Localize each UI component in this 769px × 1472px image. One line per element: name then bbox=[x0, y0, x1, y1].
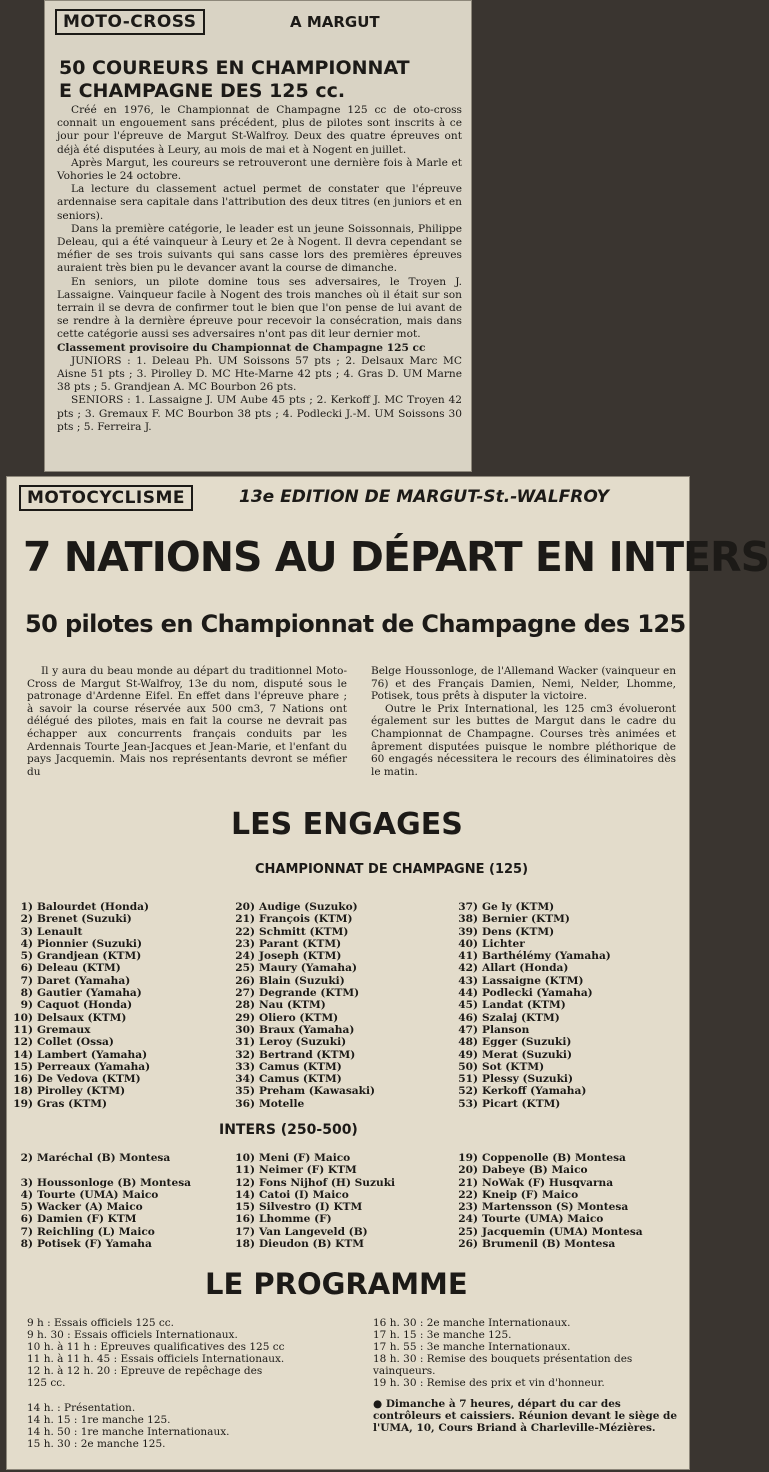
section-tag: MOTOCYCLISME bbox=[19, 485, 193, 511]
entry-name: Szalaj (KTM) bbox=[482, 1011, 560, 1024]
list-item bbox=[229, 1024, 375, 1036]
article-clipping-motocyclisme bbox=[6, 476, 769, 1470]
headline-line: 50 COUREURS EN CHAMPIONNAT bbox=[59, 57, 410, 79]
list-item bbox=[229, 1201, 395, 1213]
entry-name: NoWak (F) Husqvarna bbox=[482, 1176, 614, 1189]
list-item bbox=[452, 1201, 643, 1213]
entry-number: 14) bbox=[13, 1048, 33, 1061]
entry-name: Motelle bbox=[259, 1097, 305, 1110]
entry-number: 19) bbox=[13, 1097, 33, 1110]
list-item bbox=[452, 1164, 643, 1176]
list-item bbox=[7, 1152, 191, 1164]
article-headline bbox=[59, 57, 469, 103]
list-item bbox=[7, 1226, 191, 1238]
entry-number: 18) bbox=[235, 1238, 255, 1251]
list-item bbox=[7, 1073, 150, 1085]
list-item bbox=[452, 1061, 611, 1073]
entry-name: Caquot (Honda) bbox=[37, 999, 133, 1012]
edition-title: 13e EDITION DE MARGUT-St.-WALFROY bbox=[239, 487, 609, 507]
programme-item: 14 h. 50 : 1re manche Internationaux. bbox=[27, 1425, 230, 1438]
list-item bbox=[229, 987, 375, 999]
entry-name: Deleau (KTM) bbox=[37, 962, 121, 975]
entry-name: Maury (Yamaha) bbox=[259, 962, 357, 975]
inters-list-col-2 bbox=[229, 1152, 395, 1250]
standings-juniors: JUNIORS : 1. Deleau Ph. UM Soissons 57 pts ; 2. Delsaux Marc MC Aisne 51 pts ; 3. Pirolley D. MC Hte-Marne 42 pts ; 4. Gras D. UM Marne 38 pts ; 5. Grandjean A. MC Bourbon 26 pts. bbox=[57, 354, 462, 394]
list-item bbox=[7, 987, 150, 999]
inters-list-col-3 bbox=[452, 1152, 643, 1250]
list-item bbox=[7, 1024, 150, 1036]
entry-name: Daret (Yamaha) bbox=[37, 974, 131, 987]
article-place: A MARGUT bbox=[290, 13, 380, 31]
entry-number: 22) bbox=[458, 1188, 478, 1201]
list-item bbox=[229, 1098, 375, 1110]
paragraph: Outre le Prix International, les 125 cm3 évolueront également sur les buttes de Margut dans le cadre du Championnat de Champagne. Courses très animées et âprement disputées puisque le nombre pléthorique de 60 engagés nécessitera le recours des éliminatoires dès le matin. bbox=[371, 702, 676, 778]
article-clipping-moto-cross bbox=[44, 0, 472, 472]
list-item bbox=[7, 1049, 150, 1061]
list-item bbox=[229, 926, 375, 938]
championnat-title: CHAMPIONNAT DE CHAMPAGNE (125) bbox=[255, 862, 529, 877]
entry-number: 17) bbox=[235, 1225, 255, 1238]
entry-number: 23) bbox=[458, 1201, 478, 1214]
championnat-list-col-3 bbox=[452, 901, 611, 1110]
engages-title: LES ENGAGES bbox=[231, 807, 463, 842]
list-item bbox=[229, 938, 375, 950]
entry-number: 21) bbox=[235, 913, 255, 926]
programme-item: 125 cc. bbox=[27, 1377, 66, 1390]
entry-name: Collet (Ossa) bbox=[37, 1036, 114, 1049]
standings-title: Classement provisoire du Championnat de Champagne 125 cc bbox=[57, 341, 426, 354]
championnat-list-col-2 bbox=[229, 901, 375, 1110]
list-item bbox=[229, 1189, 395, 1201]
list-item bbox=[452, 926, 611, 938]
list-item bbox=[229, 962, 375, 974]
list-item bbox=[7, 950, 150, 962]
list-item bbox=[452, 1012, 611, 1024]
list-item bbox=[452, 1177, 643, 1189]
article-body bbox=[57, 104, 462, 434]
entry-name: Tourte (UMA) Maico bbox=[37, 1188, 159, 1201]
list-item bbox=[7, 1238, 191, 1250]
entry-name: Gras (KTM) bbox=[37, 1097, 107, 1110]
entry-number: 15) bbox=[235, 1201, 255, 1214]
paragraph: Belge Houssonloge, de l'Allemand Wacker (vainqueur en 76) et des Français Damien, Nemi, Nelder, Lhomme, Potisek, tous prêts à disputer la victoire. bbox=[371, 665, 676, 703]
list-item bbox=[452, 1226, 643, 1238]
entry-number: 43) bbox=[458, 974, 478, 987]
entry-name: Dens (KTM) bbox=[482, 925, 555, 938]
entry-name: De Vedova (KTM) bbox=[37, 1073, 141, 1086]
programme-title: LE PROGRAMME bbox=[205, 1267, 468, 1301]
list-item bbox=[7, 1012, 150, 1024]
entry-number: 5) bbox=[20, 950, 33, 963]
entry-number: 52) bbox=[458, 1085, 478, 1098]
entry-number: 46) bbox=[458, 1011, 478, 1024]
list-item bbox=[7, 1036, 150, 1048]
entry-name: Meni (F) Maico bbox=[259, 1152, 351, 1164]
list-item bbox=[7, 913, 150, 925]
paragraph: Créé en 1976, le Championnat de Champagne 125 cc de oto-cross connait un engouement sans précédent, plus de pilotes sont inscrits à ce jour pour l'épreuve de Margut St-Walfroy. Deux des quatre épreuves ont déjà été disputées à Leury, au mois de mai et à Nogent en juillet. bbox=[57, 104, 462, 156]
list-item bbox=[229, 1238, 395, 1250]
entry-name: Camus (KTM) bbox=[259, 1060, 342, 1073]
list-item bbox=[452, 1152, 643, 1164]
intro-left-column bbox=[27, 665, 347, 778]
programme-item: 17 h. 15 : 3e manche 125. bbox=[373, 1329, 512, 1342]
entry-name: Fons Nijhof (H) Suzuki bbox=[259, 1176, 396, 1189]
entry-name: Kerkoff (Yamaha) bbox=[482, 1085, 587, 1098]
list-item bbox=[7, 962, 150, 974]
programme-item: 15 h. 30 : 2e manche 125. bbox=[27, 1437, 166, 1450]
entry-number: 34) bbox=[235, 1073, 255, 1086]
entry-name: Balourdet (Honda) bbox=[37, 901, 149, 913]
entry-name: Merat (Suzuki) bbox=[482, 1048, 572, 1061]
entry-number: 26) bbox=[458, 1238, 478, 1251]
list-item bbox=[7, 1213, 191, 1225]
entry-number: 31) bbox=[235, 1036, 255, 1049]
entry-number: 9) bbox=[20, 999, 33, 1012]
entry-name: Sot (KTM) bbox=[482, 1060, 545, 1073]
entry-number bbox=[7, 1164, 33, 1176]
programme-item: 18 h. 30 : Remise des bouquets présentation des vainqueurs. bbox=[373, 1353, 633, 1378]
entry-name: Camus (KTM) bbox=[259, 1073, 342, 1086]
list-item bbox=[452, 913, 611, 925]
inters-title: INTERS (250-500) bbox=[219, 1122, 358, 1138]
programme-item: 9 h : Essais officiels 125 cc. bbox=[27, 1317, 174, 1329]
entry-number: 50) bbox=[458, 1060, 478, 1073]
list-item bbox=[452, 1098, 611, 1110]
list-item bbox=[452, 1049, 611, 1061]
entry-number: 6) bbox=[20, 962, 33, 975]
list-item bbox=[452, 1085, 611, 1097]
section-tag: MOTO-CROSS bbox=[55, 9, 205, 35]
list-item bbox=[452, 1073, 611, 1085]
list-item bbox=[452, 1024, 611, 1036]
entry-number: 16) bbox=[13, 1073, 33, 1086]
entry-name: Lassaigne (KTM) bbox=[482, 974, 584, 987]
list-item bbox=[7, 1098, 150, 1110]
entry-name: Reichling (L) Maico bbox=[37, 1225, 155, 1238]
entry-name: Oliero (KTM) bbox=[259, 1011, 339, 1024]
entry-name: Preham (Kawasaki) bbox=[259, 1085, 376, 1098]
entry-number: 49) bbox=[458, 1048, 478, 1061]
sub-headline: 50 pilotes en Championnat de Champagne des 125 bbox=[25, 610, 686, 638]
list-item bbox=[452, 938, 611, 950]
entry-number: 39) bbox=[458, 925, 478, 938]
list-item bbox=[7, 1189, 191, 1201]
programme-note: ● Dimanche à 7 heures, départ du car des contrôleurs et caissiers. Réunion devant le siège de l'UMA, 10, Cours Briand à Charleville-Mézières. bbox=[373, 1397, 678, 1434]
entry-name: Lhomme (F) bbox=[259, 1213, 332, 1226]
list-item bbox=[229, 975, 375, 987]
entry-name bbox=[37, 1164, 41, 1176]
entry-name: Delsaux (KTM) bbox=[37, 1011, 127, 1024]
entry-name: Planson bbox=[482, 1023, 530, 1036]
headline-line: E CHAMPAGNE DES 125 cc. bbox=[59, 80, 346, 102]
paragraph: Dans la première catégorie, le leader est un jeune Soissonnais, Philippe Deleau, qui a été vainqueur à Leury et 2e à Nogent. Il devra cependant se méfier de ses trois suivants qui sans casse lors des premières épreuves auraient très bien pu le devancer avant la course de dimanche. bbox=[57, 222, 462, 275]
list-item bbox=[452, 1036, 611, 1048]
list-item bbox=[229, 1177, 395, 1189]
entry-name: Lenault bbox=[37, 925, 83, 938]
list-item bbox=[7, 1085, 150, 1097]
entry-name: Nau (KTM) bbox=[259, 999, 326, 1012]
entry-number: 38) bbox=[458, 913, 478, 926]
entry-name: Bernier (KTM) bbox=[482, 913, 570, 926]
programme-item bbox=[27, 1390, 347, 1402]
list-item bbox=[452, 962, 611, 974]
entry-name: Catoi (I) Maico bbox=[259, 1188, 349, 1201]
entry-name: Allart (Honda) bbox=[482, 962, 569, 975]
entry-number: 12) bbox=[13, 1036, 33, 1049]
programme-item: 16 h. 30 : 2e manche Internationaux. bbox=[373, 1317, 571, 1329]
list-item bbox=[452, 999, 611, 1011]
entry-number: 7) bbox=[20, 1225, 33, 1238]
entry-number: 37) bbox=[458, 901, 478, 913]
list-item bbox=[229, 1049, 375, 1061]
entry-number: 5) bbox=[20, 1201, 33, 1214]
entry-name: Gautier (Yamaha) bbox=[37, 987, 142, 1000]
entry-number: 4) bbox=[20, 937, 33, 950]
entry-number: 23) bbox=[235, 937, 255, 950]
programme-item: 17 h. 55 : 3e manche Internationaux. bbox=[373, 1341, 571, 1354]
entry-name: Perreaux (Yamaha) bbox=[37, 1060, 151, 1073]
entry-name: Pirolley (KTM) bbox=[37, 1085, 126, 1098]
list-item bbox=[229, 1164, 395, 1176]
entry-number: 2) bbox=[20, 1152, 33, 1164]
entry-number: 8) bbox=[20, 987, 33, 1000]
list-item bbox=[229, 1061, 375, 1073]
entry-number: 18) bbox=[13, 1085, 33, 1098]
list-item bbox=[452, 901, 611, 913]
standings-seniors: SENIORS : 1. Lassaigne J. UM Aube 45 pts ; 2. Kerkoff J. MC Troyen 42 pts ; 3. Gremaux F. MC Bourbon 38 pts ; 4. Podlecki J.-M. UM Soissons 30 pts ; 5. Ferreira J. bbox=[57, 394, 462, 433]
entry-number: 22) bbox=[235, 925, 255, 938]
entry-name: Grandjean (KTM) bbox=[37, 950, 142, 963]
entry-name: Lambert (Yamaha) bbox=[37, 1048, 148, 1061]
list-item bbox=[229, 1036, 375, 1048]
entry-name: Barthélémy (Yamaha) bbox=[482, 950, 611, 963]
entry-name: Blain (Suzuki) bbox=[259, 974, 345, 987]
list-item bbox=[229, 1085, 375, 1097]
entry-name: Dieudon (B) KTM bbox=[259, 1238, 365, 1251]
entry-number: 51) bbox=[458, 1073, 478, 1086]
entry-number: 27) bbox=[235, 987, 255, 1000]
entry-name: Ge ly (KTM) bbox=[482, 901, 555, 913]
entry-name: Bertrand (KTM) bbox=[259, 1048, 356, 1061]
paragraph: Après Margut, les coureurs se retrouveront une dernière fois à Marle et Vohories le 24 octobre. bbox=[57, 156, 462, 183]
entry-name: Leroy (Suzuki) bbox=[259, 1036, 347, 1049]
entry-name: Wacker (A) Maico bbox=[37, 1201, 143, 1214]
list-item bbox=[452, 1238, 643, 1250]
entry-number: 47) bbox=[458, 1023, 478, 1036]
list-item bbox=[229, 1226, 395, 1238]
entry-name: Neimer (F) KTM bbox=[259, 1164, 357, 1177]
paragraph: La lecture du classement actuel permet de constater que l'épreuve ardennaise sera capitale dans l'attribution des deux titres (en juniors et en seniors). bbox=[57, 183, 462, 222]
list-item bbox=[7, 1061, 150, 1073]
entry-name: Damien (F) KTM bbox=[37, 1213, 137, 1226]
programme-item: 14 h. : Présentation. bbox=[27, 1401, 136, 1414]
entry-name: Silvestro (I) KTM bbox=[259, 1201, 363, 1214]
inters-list-col-1 bbox=[7, 1152, 191, 1250]
entry-number: 20) bbox=[458, 1164, 478, 1177]
entry-name: Lichter bbox=[482, 937, 525, 950]
entry-number: 29) bbox=[235, 1011, 255, 1024]
entry-name: Brenet (Suzuki) bbox=[37, 913, 132, 926]
entry-name: Picart (KTM) bbox=[482, 1097, 561, 1110]
list-item bbox=[452, 1213, 643, 1225]
main-headline: 7 NATIONS AU DÉPART EN INTERS bbox=[23, 533, 769, 581]
list-item bbox=[229, 999, 375, 1011]
list-item bbox=[229, 913, 375, 925]
programme-item: 19 h. 30 : Remise des prix et vin d'honneur. bbox=[373, 1377, 605, 1390]
entry-number: 42) bbox=[458, 962, 478, 975]
programme-item: 9 h. 30 : Essais officiels Internationaux. bbox=[27, 1329, 238, 1342]
list-item bbox=[7, 926, 150, 938]
entry-name: Dabeye (B) Maico bbox=[482, 1164, 588, 1177]
entry-number: 20) bbox=[235, 901, 255, 913]
entry-name: Potisek (F) Yamaha bbox=[37, 1238, 152, 1251]
entry-number: 14) bbox=[235, 1188, 255, 1201]
entry-number: 28) bbox=[235, 999, 255, 1012]
entry-name: Martensson (S) Montesa bbox=[482, 1201, 629, 1214]
entry-number: 4) bbox=[20, 1188, 33, 1201]
entry-number: 10) bbox=[13, 1011, 33, 1024]
entry-name: Podlecki (Yamaha) bbox=[482, 987, 593, 1000]
paragraph: Il y aura du beau monde au départ du traditionnel Moto-Cross de Margut St-Walfroy, 13e du nom, disputé sous le patronage d'Ardenne Eifel. En effet dans l'épreuve phare ; à savoir la course réservée aux 500 cm3, 7 Nations ont délégué des pilotes, mais en fait la course ne devrait pas échapper aux concurrents français conduits par les Ardennais Tourte Jean-Jacques et Jean-Marie, et l'enfant du pays Jacquemin. Mais nos représentants devront se méfier du bbox=[27, 665, 347, 778]
list-item bbox=[229, 901, 375, 913]
entry-name: Plessy (Suzuki) bbox=[482, 1073, 573, 1086]
entry-number: 53) bbox=[458, 1097, 478, 1110]
entry-number: 7) bbox=[20, 974, 33, 987]
entry-number: 41) bbox=[458, 950, 478, 963]
entry-number: 24) bbox=[235, 950, 255, 963]
entry-number: 8) bbox=[20, 1238, 33, 1251]
list-item bbox=[7, 999, 150, 1011]
list-item bbox=[452, 987, 611, 999]
entry-name: François (KTM) bbox=[259, 913, 353, 926]
entry-name: Landat (KTM) bbox=[482, 999, 566, 1012]
programme-item: 10 h. à 11 h : Epreuves qualificatives des 125 cc bbox=[27, 1341, 285, 1354]
entry-number: 12) bbox=[235, 1176, 255, 1189]
entry-number: 11) bbox=[13, 1023, 33, 1036]
list-item bbox=[229, 950, 375, 962]
entry-number: 24) bbox=[458, 1213, 478, 1226]
entry-number: 36) bbox=[235, 1097, 255, 1110]
entry-name: Gremaux bbox=[37, 1023, 91, 1036]
entry-number: 25) bbox=[458, 1225, 478, 1238]
entry-name: Audige (Suzuko) bbox=[259, 901, 358, 913]
entry-number: 19) bbox=[458, 1152, 478, 1164]
programme-item: 11 h. à 11 h. 45 : Essais officiels Internationaux. bbox=[27, 1353, 285, 1366]
entry-number: 6) bbox=[20, 1213, 33, 1226]
entry-name: Parant (KTM) bbox=[259, 937, 342, 950]
entry-number: 45) bbox=[458, 999, 478, 1012]
entry-number: 33) bbox=[235, 1060, 255, 1073]
entry-number: 32) bbox=[235, 1048, 255, 1061]
entry-number: 11) bbox=[235, 1164, 255, 1177]
entry-name: Schmitt (KTM) bbox=[259, 925, 349, 938]
list-item bbox=[7, 975, 150, 987]
entry-name: Houssonloge (B) Montesa bbox=[37, 1176, 192, 1189]
entry-name: Kneip (F) Maico bbox=[482, 1188, 579, 1201]
entry-number: 25) bbox=[235, 962, 255, 975]
entry-name: Brumenil (B) Montesa bbox=[482, 1238, 616, 1251]
entry-number: 15) bbox=[13, 1060, 33, 1073]
entry-number: 21) bbox=[458, 1176, 478, 1189]
list-item bbox=[7, 1201, 191, 1213]
entry-number: 3) bbox=[20, 1176, 33, 1189]
list-item bbox=[229, 1152, 395, 1164]
entry-name: Van Langeveld (B) bbox=[259, 1225, 368, 1238]
entry-name: Tourte (UMA) Maico bbox=[482, 1213, 604, 1226]
entry-number: 30) bbox=[235, 1023, 255, 1036]
paragraph: En seniors, un pilote domine tous ses adversaires, le Troyen J. Lassaigne. Vainqueur facile à Nogent des trois manches où il était sur son terrain il se devra de confirmer tout le bien que l'on pense de lui avant de se rendre à la dernière épreuve pour recevoir la consécration, mais dans cette catégorie aussi ses adversaires n'ont pas dit leur dernier mot. bbox=[57, 275, 462, 341]
list-item bbox=[7, 901, 150, 913]
entry-name: Coppenolle (B) Montesa bbox=[482, 1152, 626, 1164]
programme-item: 14 h. 15 : 1re manche 125. bbox=[27, 1413, 171, 1426]
entry-number: 2) bbox=[20, 913, 33, 926]
list-item bbox=[7, 938, 150, 950]
entry-name: Egger (Suzuki) bbox=[482, 1036, 572, 1049]
entry-number: 40) bbox=[458, 937, 478, 950]
entry-number: 1) bbox=[20, 901, 33, 913]
entry-name: Jacquemin (UMA) Montesa bbox=[482, 1225, 643, 1238]
entry-name: Maréchal (B) Montesa bbox=[37, 1152, 171, 1164]
entry-number: 44) bbox=[458, 987, 478, 1000]
programme-left-column bbox=[27, 1317, 347, 1450]
entry-name: Braux (Yamaha) bbox=[259, 1023, 355, 1036]
list-item bbox=[452, 950, 611, 962]
list-item bbox=[452, 975, 611, 987]
entry-name: Joseph (KTM) bbox=[259, 950, 342, 963]
list-item bbox=[229, 1073, 375, 1085]
entry-number: 26) bbox=[235, 974, 255, 987]
list-item bbox=[229, 1012, 375, 1024]
list-item bbox=[229, 1213, 395, 1225]
list-item bbox=[452, 1189, 643, 1201]
entry-number: 48) bbox=[458, 1036, 478, 1049]
entry-number: 3) bbox=[20, 925, 33, 938]
programme-item: 12 h. à 12 h. 20 : Epreuve de repêchage des bbox=[27, 1365, 263, 1378]
intro-right-column bbox=[371, 665, 676, 778]
entry-name: Degrande (KTM) bbox=[259, 987, 360, 1000]
entry-number: 35) bbox=[235, 1085, 255, 1098]
list-item bbox=[7, 1164, 191, 1176]
championnat-list-col-1 bbox=[7, 901, 150, 1110]
list-item bbox=[7, 1177, 191, 1189]
programme-right-column bbox=[373, 1317, 678, 1434]
entry-name: Pionnier (Suzuki) bbox=[37, 937, 142, 950]
entry-number: 16) bbox=[235, 1213, 255, 1226]
entry-number: 10) bbox=[235, 1152, 255, 1164]
